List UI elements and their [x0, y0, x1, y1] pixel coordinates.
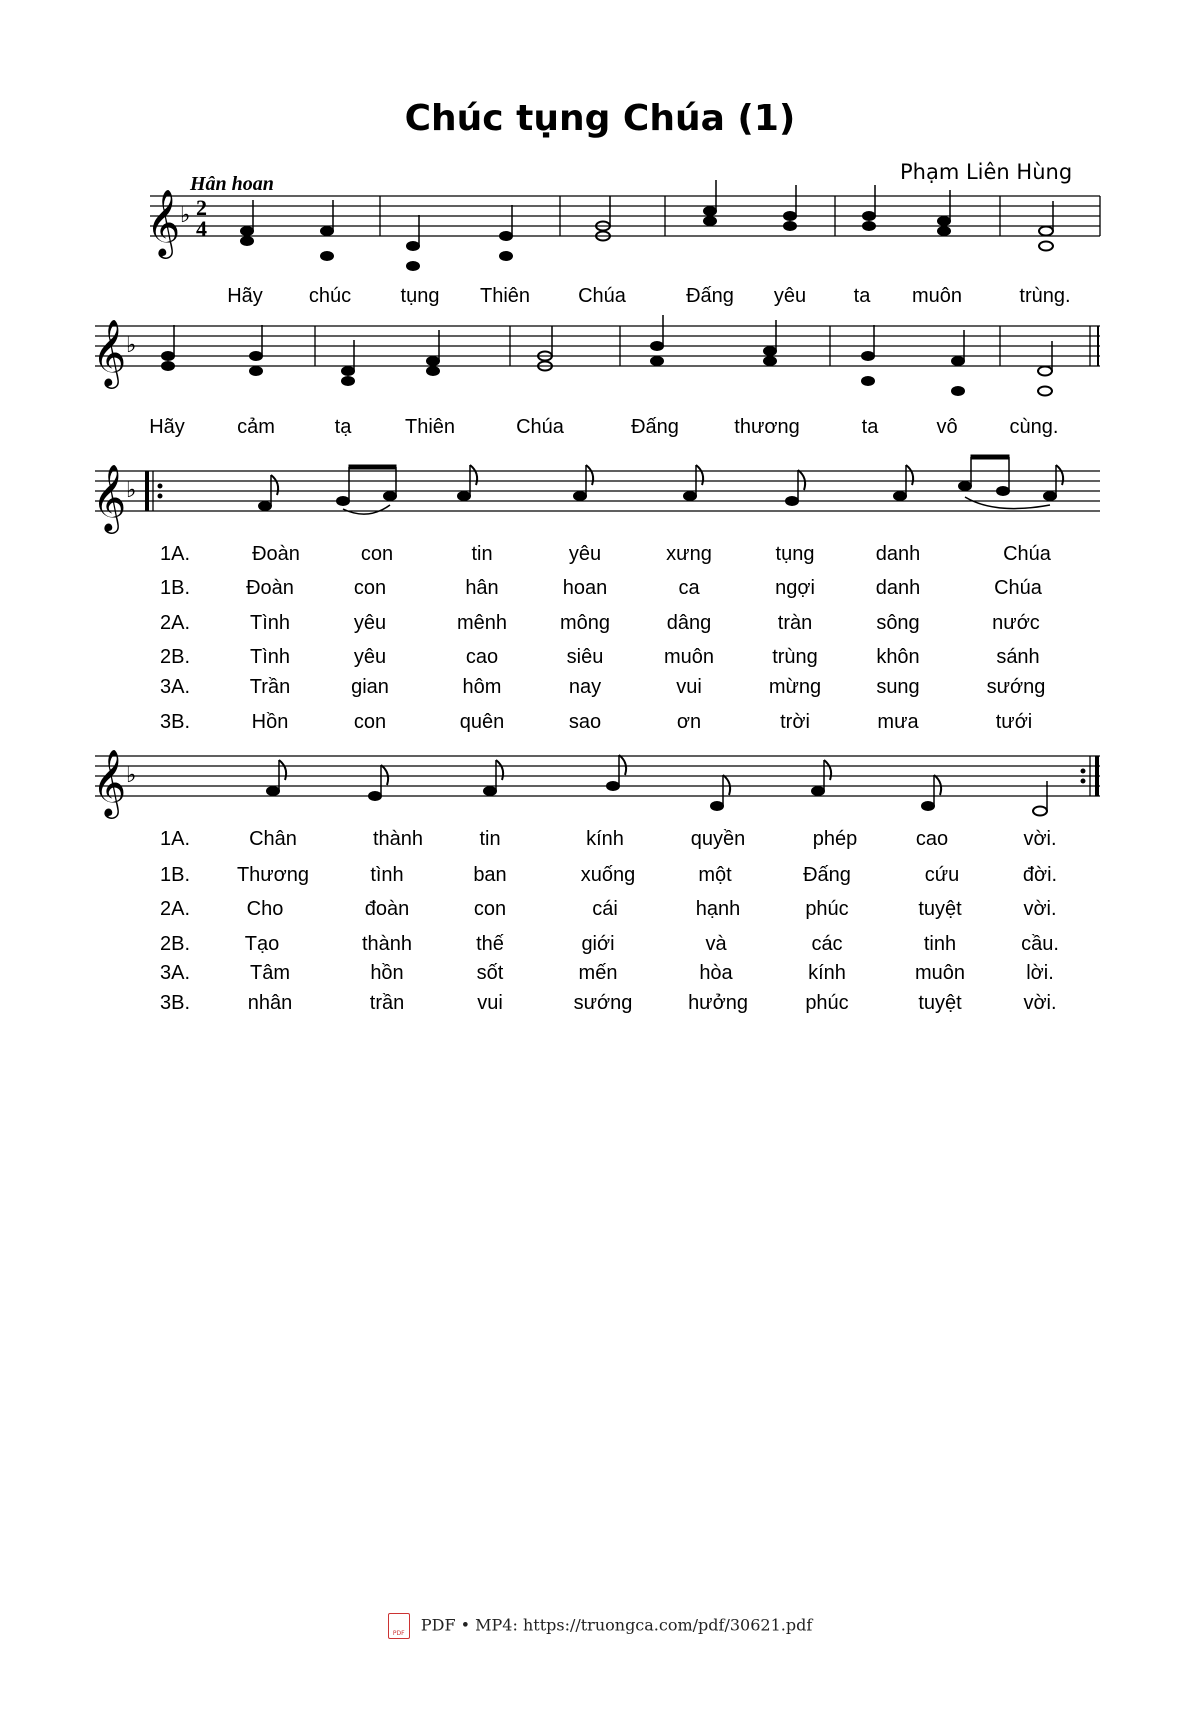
lyric-word: mông: [559, 612, 611, 634]
lyric-word: Hãy: [227, 285, 263, 307]
lyric-word: danh: [875, 543, 921, 565]
lyric-word: cầu.: [1021, 933, 1059, 955]
lyric-word: lời.: [1026, 962, 1054, 984]
lyric-word: tụng: [775, 543, 815, 565]
lyric-word: trời: [780, 711, 810, 733]
lyric-word: kính: [808, 962, 846, 984]
notes: [267, 755, 1048, 816]
lyric-word: vời.: [1023, 898, 1057, 920]
lyric-word: trần: [369, 992, 405, 1014]
lyric-word: thành: [361, 933, 413, 955]
lyric-word: thương: [734, 416, 800, 438]
lyric-word: muôn: [914, 962, 966, 984]
composer-name: Phạm Liên Hùng: [900, 160, 1073, 184]
music-staff-2: [0, 300, 1200, 420]
repeat-dot: [1081, 779, 1086, 784]
lyric-row: [0, 416, 1200, 442]
lyric-word: muôn: [663, 646, 715, 668]
lyric-word: sánh: [996, 646, 1040, 668]
slur: [343, 505, 390, 514]
lyric-word: chúc: [308, 285, 352, 307]
beam: [971, 455, 1009, 459]
song-title: Chúc tụng Chúa (1): [404, 98, 796, 139]
staff-lines: [150, 196, 1100, 236]
lyric-word: con: [473, 898, 507, 920]
verse-row-3A: [0, 676, 1200, 702]
lyric-word: tinh: [923, 933, 957, 955]
lyric-word: vui: [676, 676, 702, 698]
time-signature-bottom: 4: [196, 216, 207, 241]
lyric-word: ngợi: [775, 577, 815, 599]
lyric-word: phúc: [805, 992, 849, 1014]
lyric-word: đoàn: [364, 898, 410, 920]
lyric-word: tuyệt: [918, 992, 962, 1014]
lyric-word: danh: [875, 577, 921, 599]
footer: [0, 1613, 1200, 1639]
lyric-word: sao: [568, 711, 602, 733]
lyric-word: muôn: [911, 285, 963, 307]
repeat-dot: [1081, 769, 1086, 774]
lyric-word: tụng: [400, 285, 440, 307]
lyric-word: Tình: [249, 646, 291, 668]
lyric-word: tưới: [995, 711, 1033, 733]
lyric-word: ca: [678, 577, 700, 599]
lyric-word: cái: [592, 898, 618, 920]
lyric-word: Hồn: [251, 711, 289, 733]
verse-label: 3B.: [160, 711, 191, 733]
pdf-file-icon: [388, 1613, 410, 1639]
lyric-word: Tâm: [250, 962, 290, 984]
lyric-word: mến: [578, 962, 618, 984]
lyric-word: yêu: [353, 646, 387, 668]
verse-row-2B: [0, 933, 1200, 959]
lyric-word: nhân: [247, 992, 293, 1014]
lyric-word: phép: [812, 828, 858, 850]
notes: [162, 315, 1053, 396]
footer-link[interactable]: PDF • MP4: https://truongca.com/pdf/30621.pdf: [420, 1615, 813, 1635]
lyric-word: hoan: [562, 577, 608, 599]
verse-row-3B: [0, 992, 1200, 1018]
lyric-word: mưa: [877, 711, 919, 733]
lyric-word: Đấng: [631, 416, 679, 438]
lyric-word: con: [353, 711, 387, 733]
lyric-word: vui: [477, 992, 503, 1014]
lyric-word: hạnh: [695, 898, 741, 920]
lyric-word: nước: [992, 612, 1040, 634]
treble-clef: 𝄞: [92, 318, 127, 386]
verse-row-1A: [0, 543, 1200, 569]
lyric-word: trùng: [772, 646, 818, 668]
notes: [259, 455, 1064, 514]
verse-label: 1A.: [160, 828, 191, 850]
lyric-word: yêu: [353, 612, 387, 634]
lyric-word: trùng.: [1019, 285, 1071, 307]
lyric-word: Đoàn: [252, 543, 300, 565]
lyric-word: Trần: [249, 676, 291, 698]
staff-lines: [95, 326, 1100, 366]
lyric-word: quên: [459, 711, 505, 733]
lyric-word: Thiên: [404, 416, 456, 438]
staff-lines: [95, 756, 1100, 796]
lyric-word: hồn: [370, 962, 404, 984]
lyric-word: siêu: [566, 646, 604, 668]
lyric-word: sung: [876, 676, 920, 698]
lyric-word: cùng.: [1009, 416, 1059, 438]
lyric-word: yêu: [773, 285, 807, 307]
lyric-word: đời.: [1022, 864, 1058, 886]
verse-label: 3B.: [160, 992, 191, 1014]
lyric-word: cảm: [237, 416, 275, 438]
verse-label: 2A.: [160, 612, 191, 634]
flat-key-signature: ♭: [126, 333, 137, 358]
beam: [349, 465, 396, 469]
music-staff-1: [0, 170, 1200, 290]
verse-row-2A: [0, 612, 1200, 638]
verse-row-3A: [0, 962, 1200, 988]
verse-label: 1B.: [160, 864, 191, 886]
treble-clef: 𝄞: [92, 748, 127, 816]
staff-lines: [95, 471, 1100, 511]
lyric-word: sông: [876, 612, 920, 634]
repeat-dot: [158, 484, 163, 489]
lyric-word: Chân: [249, 828, 297, 850]
lyric-word: khôn: [876, 646, 920, 668]
time-signature-top: 2: [196, 195, 207, 220]
lyric-word: Thiên: [479, 285, 531, 307]
lyric-word: ban: [473, 864, 507, 886]
lyric-word: Chúa: [578, 285, 626, 307]
lyric-word: kính: [586, 828, 624, 850]
flat-key-signature: ♭: [126, 763, 137, 788]
lyric-word: Hãy: [149, 416, 185, 438]
lyric-word: con: [353, 577, 387, 599]
lyric-word: vời.: [1023, 992, 1057, 1014]
verse-row-2B: [0, 646, 1200, 672]
lyric-word: Chúa: [516, 416, 564, 438]
lyric-word: tuyệt: [918, 898, 962, 920]
verse-row-2A: [0, 898, 1200, 924]
lyric-word: nay: [568, 676, 602, 698]
lyric-word: ơn: [676, 711, 702, 733]
lyric-word: Tạo: [244, 933, 280, 955]
lyric-word: ta: [853, 285, 871, 307]
verse-label: 2B.: [160, 933, 191, 955]
lyric-word: cao: [915, 828, 949, 850]
lyric-word: xuống: [580, 864, 636, 886]
verse-row-1A: [0, 828, 1200, 854]
verse-label: 1B.: [160, 577, 191, 599]
lyric-word: Tình: [249, 612, 291, 634]
flat-key-signature: ♭: [126, 478, 137, 503]
lyric-word: hân: [465, 577, 499, 599]
lyric-word: cao: [465, 646, 499, 668]
lyric-word: Chúa: [1003, 543, 1051, 565]
verse-row-1B: [0, 577, 1200, 603]
lyric-word: thế: [476, 933, 504, 955]
lyric-word: hòa: [699, 962, 733, 984]
verse-label: 1A.: [160, 543, 191, 565]
lyric-word: Cho: [246, 898, 284, 920]
lyric-word: cứu: [924, 864, 960, 886]
lyric-word: phúc: [805, 898, 849, 920]
lyric-word: các: [811, 933, 843, 955]
notes: [241, 180, 1054, 271]
lyric-word: giới: [581, 933, 615, 955]
lyric-word: gian: [351, 676, 389, 698]
slur: [965, 497, 1050, 509]
verse-label: 3A.: [160, 676, 191, 698]
flat-key-signature: ♭: [180, 203, 191, 228]
lyric-word: tạ: [334, 416, 352, 438]
verse-row-1B: [0, 864, 1200, 890]
lyric-word: ta: [861, 416, 879, 438]
lyric-word: tin: [479, 828, 501, 850]
lyric-word: hưởng: [688, 992, 748, 1014]
lyric-word: Thương: [236, 864, 310, 886]
lyric-word: xưng: [666, 543, 712, 565]
lyric-word: và: [705, 933, 727, 955]
lyric-word: Chúa: [994, 577, 1042, 599]
lyric-word: con: [360, 543, 394, 565]
lyric-word: vô: [936, 416, 958, 438]
lyric-word: tràn: [777, 612, 813, 634]
lyric-word: quyền: [690, 828, 746, 850]
lyric-word: hôm: [462, 676, 502, 698]
lyric-word: thành: [372, 828, 424, 850]
lyric-word: mừng: [768, 676, 822, 698]
lyric-word: Đấng: [686, 285, 734, 307]
verse-label: 3A.: [160, 962, 191, 984]
treble-clef: 𝄞: [146, 188, 181, 256]
lyric-word: yêu: [568, 543, 602, 565]
lyric-word: sướng: [573, 992, 633, 1014]
repeat-dot: [158, 494, 163, 499]
lyric-word: Đấng: [803, 864, 851, 886]
lyric-word: dâng: [666, 612, 712, 634]
lyric-word: vời.: [1023, 828, 1057, 850]
verse-label: 2B.: [160, 646, 191, 668]
lyric-word: Đoàn: [246, 577, 294, 599]
tempo-marking: Hân hoan: [190, 173, 274, 195]
lyric-word: một: [698, 864, 732, 886]
lyric-word: tình: [370, 864, 404, 886]
lyric-word: mênh: [456, 612, 508, 634]
treble-clef: 𝄞: [92, 463, 127, 531]
lyric-word: sướng: [986, 676, 1046, 698]
lyric-word: sốt: [476, 962, 504, 984]
lyric-word: tin: [471, 543, 493, 565]
verse-label: 2A.: [160, 898, 191, 920]
